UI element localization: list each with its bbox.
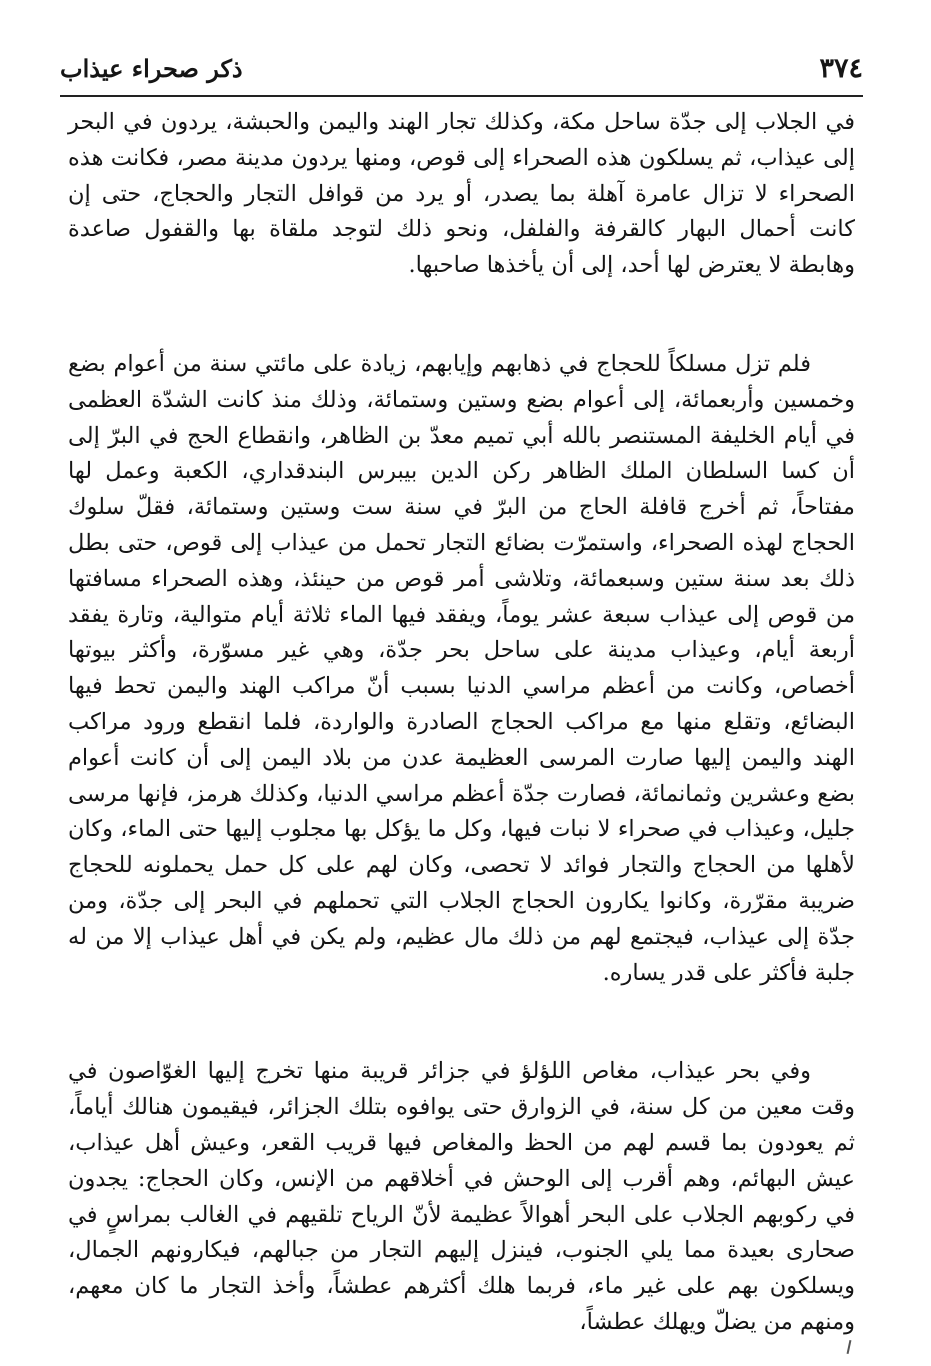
page-number: ٣٧٤	[819, 53, 863, 84]
page-header	[60, 50, 863, 92]
body-text	[68, 105, 855, 1341]
header-rule	[60, 95, 863, 97]
paragraph-3: وفي بحر عيذاب، مغاص اللؤلؤ في جزائر قريبة منها تخرج إليها الغوّاصون في وقت معين من كل سنة، في الزوارق حتى يوافوه بتلك الجزائر، فيقيمون هنالك أياماً، ثم يعودون بما قسم لهم من الحظ والمغاص فيها قريب القعر، وعيش أهل عيذاب، عيش البهائم، وهم أقرب إلى الوحش في أخلاقهم من الإنس، وكان الحجاج: يجدون في ركوبهم الجلاب على البحر أهوالاً عظيمة لأنّ الرياح تلقيهم في الغالب بمراسٍ في صحارى بعيدة مما يلي الجنوب، فينزل إليهم التجار من جبالهم، فيكارونهم الجمال، ويسلكون بهم على غير ماء، فربما هلك أكثرهم عطشاً، وأخذ التجار ما كان معهم، ومنهم من يضلّ ويهلك عطشاً،	[68, 1058, 855, 1335]
scan-mark	[847, 1340, 852, 1354]
paragraph-1: في الجلاب إلى جدّة ساحل مكة، وكذلك تجار الهند واليمن والحبشة، يردون في البحر إلى عيذاب، ثم يسلكون هذه الصحراء إلى قوص، ومنها يردون مدينة مصر، فكانت هذه الصحراء لا تزال عامرة آهلة بما يصدر، أو يرد من قوافل التجار والحجاج، حتى إن كانت أحمال البهار كالقرفة والفلفل، ونحو ذلك لتوجد ملقاة بها والقفول صاعدة وهابطة لا يعترض لها أحد، إلى أن يأخذها صاحبها.	[68, 109, 855, 279]
paragraph-2: فلم تزل مسلكاً للحجاج في ذهابهم وإيابهم، زيادة على مائتي سنة من أعوام بضع وخمسين وأربعمائة، إلى أعوام بضع وستين وستمائة، وذلك منذ كانت الشدّة العظمى في أيام الخليفة المستنصر بالله أبي تميم معدّ بن الظاهر، وانقطاع الحج في البرّ إلى أن كسا السلطان الملك الظاهر ركن الدين بيبرس البندقداري، الكعبة وعمل لها مفتاحاً، ثم أخرج قافلة الحاج من البرّ في سنة ست وستين وستمائة، فقلّ سلوك الحجاج لهذه الصحراء، واستمرّت بضائع التجار تحمل من عيذاب إلى قوص، حتى بطل ذلك بعد سنة ستين وسبعمائة، وتلاشى أمر قوص من حينئذ، وهذه الصحراء مسافتها من قوص إلى عيذاب سبعة عشر يوماً، ويفقد فيها الماء ثلاثة أيام متوالية، وتارة يفقد أربعة أيام، وعيذاب مدينة على ساحل بحر جدّة، وهي غير مسوّرة، وأكثر بيوتها أخصاص، وكانت من أعظم مراسي الدنيا بسبب أنّ مراكب الهند واليمن تحط فيها البضائع، وتقلع منها مع مراكب الحجاج الصادرة والواردة، فلما انقطع ورود مراكب الهند واليمن إليها صارت المرسى العظيمة عدن من بلاد اليمن إلى أن كانت أعوام بضع وعشرين وثمانمائة، فصارت جدّة أعظم مراسي الدنيا، وكذلك هرمز، فإنها مرسى جليل، وعيذاب في صحراء لا نبات فيها، وكل ما يؤكل بها مجلوب إليها حتى الماء، وكان لأهلها من الحجاج والتجار فوائد لا تحصى، وكان لهم على كل حمل يحملونه للحجاج ضريبة مقرّرة، وكانوا يكارون الحجاج الجلاب التي تحملهم في البحر إلى جدّة، ومن جدّة إلى عيذاب، فيجتمع لهم من ذلك مال عظيم، ولم يكن في أهل عيذاب إلا من له جلبة فأكثر على قدر يساره.	[68, 350, 855, 986]
running-title: ذكر صحراء عيذاب	[60, 54, 243, 83]
